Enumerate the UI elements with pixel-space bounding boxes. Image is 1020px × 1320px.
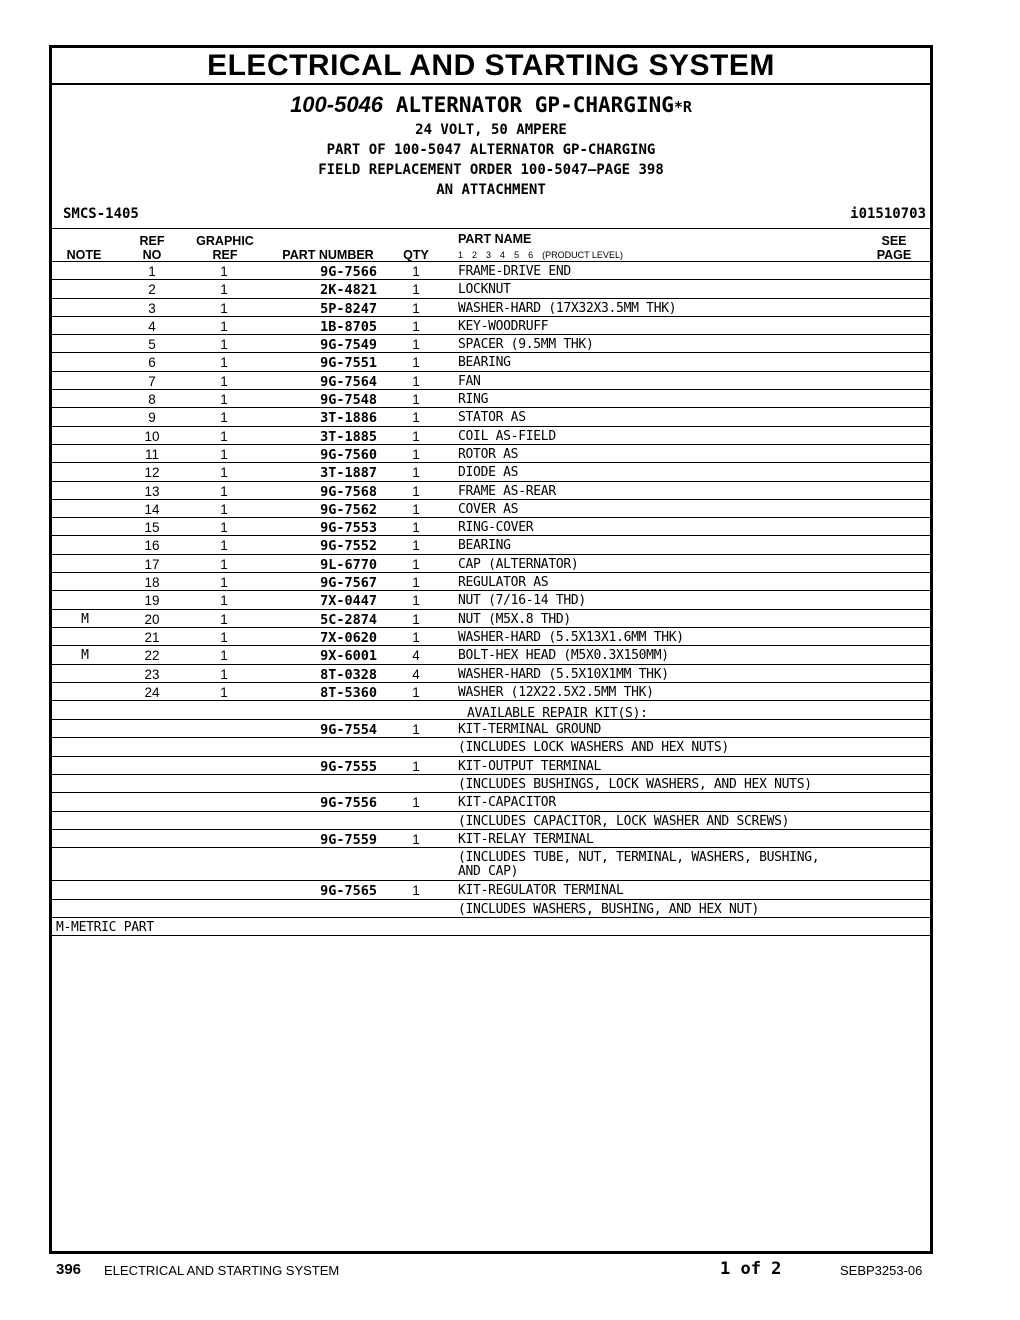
part-number-cell: 2K-4821 [320,282,377,299]
graphic-ref-cell: 1 [220,666,228,682]
table-row [52,683,930,701]
part-name-cell: WASHER-HARD (17X32X3.5MM THK) [458,300,677,316]
group-spec: 24 VOLT, 50 AMPERE [415,122,567,138]
graphic-ref-cell: 1 [220,300,228,316]
kit-includes-row [52,775,930,793]
part-name-cell: WASHER-HARD (5.5X10X1MM THK) [458,666,669,682]
part-name-cell: STATOR AS [458,410,526,426]
ref-no-cell: 13 [144,483,160,499]
part-name-cell: BEARING [458,538,511,554]
group-field-replacement: FIELD REPLACEMENT ORDER 100-5047—PAGE 398 [318,162,664,178]
part-number-cell: 9G-7567 [320,575,377,592]
kit-qty-cell: 1 [412,795,420,811]
kit-name-cell: KIT-OUTPUT TERMINAL [458,758,602,774]
ref-no-cell: 24 [144,684,160,700]
part-name-cell: KEY-WOODRUFF [458,318,549,334]
part-number-cell: 7X-0447 [320,593,377,610]
part-name-cell: FRAME-DRIVE END [458,264,571,279]
table-row [52,518,930,536]
col-header-part-number: PART NUMBER [282,248,374,262]
part-number-cell: 3T-1885 [320,428,377,445]
part-number-cell: 9L-6770 [320,556,377,573]
graphic-ref-cell: 1 [220,373,228,389]
ref-no-cell: 22 [144,648,160,664]
graphic-ref-cell: 1 [220,410,228,426]
part-name-cell: FRAME AS-REAR [458,483,556,499]
graphic-ref-cell: 1 [220,556,228,572]
kit-includes-row [52,900,930,918]
group-name: ALTERNATOR GP-CHARGING [395,93,674,117]
table-row [52,555,930,573]
graphic-ref-cell: 1 [220,355,228,371]
table-row [52,390,930,408]
part-number-cell: 5C-2874 [320,611,377,628]
table-row [52,262,930,280]
title-bar [52,48,930,85]
part-number-cell: 9G-7551 [320,355,377,372]
group-part-number: 100-5046 [290,92,384,117]
table-row [52,317,930,335]
part-number-cell: 9G-7549 [320,337,377,354]
qty-cell: 1 [412,373,420,389]
table-row [52,445,930,463]
graphic-ref-cell: 1 [220,684,228,700]
header-divider [52,228,930,229]
kit-name-cell: KIT-REGULATOR TERMINAL [458,883,624,899]
graphic-ref-cell: 1 [220,264,228,279]
part-number-cell: 9G-7560 [320,446,377,463]
kit-part-number-cell: 9G-7555 [320,758,377,775]
part-name-cell: COIL AS-FIELD [458,428,556,444]
part-name-cell: CAP (ALTERNATOR) [458,556,579,572]
level-2: 2 [472,250,478,260]
part-number-cell: 1B-8705 [320,318,377,335]
ref-no-cell: 17 [144,556,160,572]
kit-part-number-cell: 9G-7556 [320,795,377,812]
qty-cell: 1 [412,282,420,298]
ref-no-cell: 5 [148,337,156,353]
table-row [52,427,930,445]
group-attachment: AN ATTACHMENT [436,182,546,198]
qty-cell: 1 [412,337,420,353]
kit-includes-cell: (INCLUDES LOCK WASHERS AND HEX NUTS) [458,740,729,756]
part-name-cell: SPACER (9.5MM THK) [458,337,594,353]
part-number-cell: 9X-6001 [320,648,377,665]
graphic-ref-cell: 1 [220,648,228,664]
table-row [52,628,930,646]
part-number-cell: 5P-8247 [320,300,377,317]
footer-doc-number: SEBP3253-06 [840,1263,923,1278]
parts-table [52,262,930,936]
part-name-cell: BEARING [458,355,511,371]
level-3: 3 [486,250,492,260]
kit-includes-cell: (INCLUDES TUBE, NUT, TERMINAL, WASHERS, BUSHING, [458,850,820,866]
level-4: 4 [500,250,506,260]
part-name-cell: WASHER-HARD (5.5X13X1.6MM THK) [458,629,684,645]
group-suffix: *R [673,98,692,116]
col-header-ref-top: REF [139,234,165,248]
kit-qty-cell: 1 [412,758,420,774]
col-header-ref-bottom: NO [142,248,162,262]
qty-cell: 1 [412,575,420,591]
qty-cell: 1 [412,465,420,481]
group-header [52,92,930,200]
part-name-cell: RING [458,392,489,408]
table-row [52,353,930,371]
qty-cell: 1 [412,410,420,426]
graphic-ref-cell: 1 [220,465,228,481]
footer-section: ELECTRICAL AND STARTING SYSTEM [104,1263,340,1278]
qty-cell: 1 [412,556,420,572]
ref-no-cell: 3 [148,300,156,316]
page-frame [49,45,933,1254]
part-number-cell: 9G-7568 [320,483,377,500]
qty-cell: 1 [412,593,420,609]
qty-cell: 1 [412,501,420,517]
graphic-ref-cell: 1 [220,611,228,627]
table-row [52,536,930,554]
ref-no-cell: 4 [148,318,156,334]
part-name-cell: RING-COVER [458,520,534,536]
table-row [52,372,930,390]
table-row [52,335,930,353]
part-number-cell: 9G-7564 [320,373,377,390]
graphic-ref-cell: 1 [220,501,228,517]
col-header-graphic-top: GRAPHIC [196,234,254,248]
kit-row [52,757,930,775]
level-5: 5 [514,250,520,260]
graphic-ref-cell: 1 [220,428,228,444]
kit-includes-row [52,812,930,830]
part-number-cell: 9G-7562 [320,501,377,518]
kit-includes-cell: (INCLUDES BUSHINGS, LOCK WASHERS, AND HEX NUTS) [458,777,812,793]
qty-cell: 1 [412,629,420,645]
note-cell: M [81,611,89,627]
graphic-ref-cell: 1 [220,337,228,353]
graphic-ref-cell: 1 [220,629,228,645]
part-name-cell: NUT (M5X.8 THD) [458,611,571,627]
table-row [52,280,930,298]
table-row [52,665,930,683]
kit-row [52,793,930,811]
ref-no-cell: 23 [144,666,160,682]
table-row [52,500,930,518]
part-name-cell: LOCKNUT [458,282,511,298]
qty-cell: 4 [412,648,420,664]
kit-name-cell: KIT-RELAY TERMINAL [458,831,594,847]
qty-cell: 1 [412,446,420,462]
part-name-cell: BOLT-HEX HEAD (M5X0.3X150MM) [458,648,669,664]
graphic-ref-cell: 1 [220,538,228,554]
table-row [52,591,930,609]
part-name-cell: NUT (7/16-14 THD) [458,593,586,609]
footer-page-number: 396 [56,1261,82,1278]
graphic-ref-cell: 1 [220,282,228,298]
qty-cell: 1 [412,684,420,700]
table-row [52,408,930,426]
graphic-ref-cell: 1 [220,593,228,609]
smcs-code: SMCS-1405 [63,206,139,222]
qty-cell: 1 [412,264,420,279]
ref-no-cell: 16 [144,538,160,554]
ref-no-cell: 10 [144,428,160,444]
table-row [52,646,930,664]
table-row [52,610,930,628]
level-1: 1 [458,250,464,260]
part-name-cell: ROTOR AS [458,446,519,462]
kit-qty-cell: 1 [412,831,420,847]
part-number-cell: 8T-5360 [320,684,377,701]
part-number-cell: 3T-1887 [320,465,377,482]
kit-part-number-cell: 9G-7559 [320,831,377,848]
ref-no-cell: 18 [144,575,160,591]
kit-includes-cell: (INCLUDES WASHERS, BUSHING, AND HEX NUT) [458,901,760,917]
qty-cell: 1 [412,611,420,627]
graphic-ref-cell: 1 [220,318,228,334]
ref-no-cell: 20 [144,611,160,627]
group-title [52,92,930,120]
col-header-see-page [866,234,922,262]
qty-cell: 1 [412,318,420,334]
part-name-cell: FAN [458,373,481,389]
col-header-see-bottom: PAGE [876,248,912,262]
page-title: ELECTRICAL AND STARTING SYSTEM [207,49,775,82]
kits-heading-row [52,701,930,720]
part-name-cell: DIODE AS [458,465,519,481]
part-number-cell: 3T-1886 [320,410,377,427]
ref-no-cell: 9 [148,410,156,426]
col-header-part-name: PART NAME [458,232,532,246]
col-header-qty: QTY [403,248,429,262]
qty-cell: 1 [412,428,420,444]
ref-no-cell: 19 [144,593,160,609]
kit-row [52,720,930,738]
qty-cell: 4 [412,666,420,682]
kit-row [52,830,930,848]
ref-no-cell: 7 [148,373,156,389]
col-header-ref [130,234,174,262]
qty-cell: 1 [412,392,420,408]
part-number-cell: 7X-0620 [320,629,377,646]
qty-cell: 1 [412,300,420,316]
ref-no-cell: 2 [148,282,156,298]
ref-no-cell: 8 [148,392,156,408]
part-number-cell: 9G-7566 [320,264,377,280]
kit-name-cell: KIT-TERMINAL GROUND [458,722,602,738]
kit-includes-row [52,738,930,756]
kit-part-number-cell: 9G-7554 [320,722,377,739]
qty-cell: 1 [412,520,420,536]
table-row [52,299,930,317]
kit-includes-cell: (INCLUDES CAPACITOR, LOCK WASHER AND SCREWS) [458,813,790,829]
group-part-of: PART OF 100-5047 ALTERNATOR GP-CHARGING [326,142,656,158]
ref-no-cell: 6 [148,355,156,371]
metric-footnote: M-METRIC PART [56,919,154,935]
col-header-see-top: SEE [881,234,907,248]
graphic-ref-cell: 1 [220,392,228,408]
graphic-ref-cell: 1 [220,575,228,591]
illustration-id: i01510703 [850,206,926,222]
col-header-graphic-bottom: REF [212,248,238,262]
kit-row [52,881,930,899]
part-name-cell: REGULATOR AS [458,575,549,591]
levels-label: (PRODUCT LEVEL) [542,250,623,260]
graphic-ref-cell: 1 [220,483,228,499]
footnote-row [52,918,930,936]
qty-cell: 1 [412,538,420,554]
product-levels [458,250,632,260]
col-header-graphic-ref [188,234,262,262]
footer-sheet: 1 of 2 [720,1259,782,1279]
qty-cell: 1 [412,355,420,371]
part-number-cell: 8T-0328 [320,666,377,683]
kit-qty-cell: 1 [412,883,420,899]
part-name-cell: COVER AS [458,501,519,517]
table-row [52,482,930,500]
kit-qty-cell: 1 [412,722,420,738]
ref-no-cell: 12 [144,465,160,481]
part-number-cell: 9G-7548 [320,392,377,409]
kit-name-cell: KIT-CAPACITOR [458,795,556,811]
kit-includes-row [52,848,930,881]
col-header-note: NOTE [66,248,102,262]
part-number-cell: 9G-7552 [320,538,377,555]
qty-cell: 1 [412,483,420,499]
ref-no-cell: 14 [144,501,160,517]
level-6: 6 [528,250,534,260]
part-number-cell: 9G-7553 [320,520,377,537]
ref-no-cell: 11 [144,446,159,462]
part-name-cell: WASHER (12X22.5X2.5MM THK) [458,684,654,700]
kits-heading: AVAILABLE REPAIR KIT(S): [467,706,648,722]
note-cell: M [81,648,89,664]
ref-no-cell: 21 [144,629,160,645]
ref-no-cell: 15 [144,520,160,536]
table-row [52,463,930,481]
kit-part-number-cell: 9G-7565 [320,883,377,900]
table-row [52,573,930,591]
graphic-ref-cell: 1 [220,446,228,462]
kit-includes-cont-cell: AND CAP) [458,864,519,880]
graphic-ref-cell: 1 [220,520,228,536]
ref-no-cell: 1 [148,264,156,279]
